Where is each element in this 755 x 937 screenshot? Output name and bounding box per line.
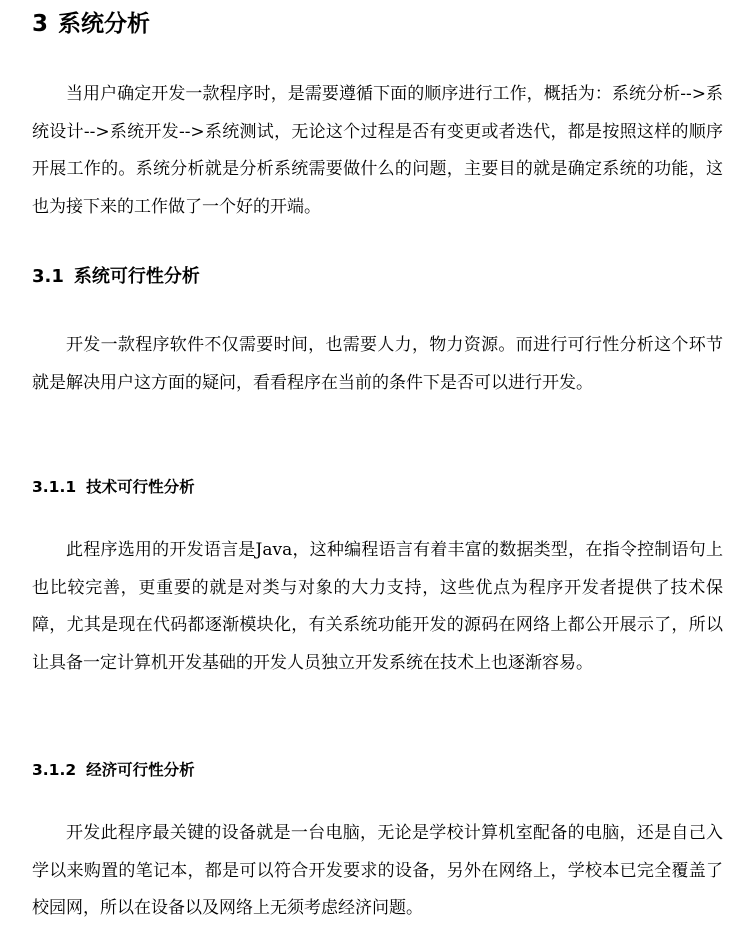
section-number: 3: [32, 11, 49, 37]
tech-paragraph: 此程序选用的开发语言是Java，这种编程语言有着丰富的数据类型，在指令控制语句上也比较完善，更重要的就是对类与对象的大力支持，这些优点为程序开发者提供了技术保障，尤其是现在代码都逐渐模块化，有关系统功能开发的源码在网络上都公开展示了，所以让具备一定计算机开发基础的开发人员独立开发系统在技术上也逐渐容易。: [32, 540, 723, 673]
econ-paragraph: 开发此程序最关键的设备就是一台电脑，无论是学校计算机室配备的电脑，还是自己入学以来购置的笔记本，都是可以符合开发要求的设备，另外在网络上，学校本已完全覆盖了校园网，所以在设备以及网络上无须考虑经济问题。: [32, 823, 723, 918]
feasibility-paragraph: 开发一款程序软件不仅需要时间，也需要人力，物力资源。而进行可行性分析这个环节就是解决用户这方面的疑问，看看程序在当前的条件下是否可以进行开发。: [32, 335, 723, 393]
econ-title: 经济可行性分析: [86, 761, 195, 779]
tech-heading: [32, 474, 195, 500]
econ-heading: [32, 757, 195, 783]
subsection-number: 3.1: [32, 266, 64, 287]
tech-title: 技术可行性分析: [86, 478, 195, 496]
subsection-heading: [32, 262, 200, 292]
econ-number: 3.1.2: [32, 761, 77, 779]
subsection-title: 系统可行性分析: [73, 266, 200, 287]
intro-paragraph: 当用户确定开发一款程序时，是需要遵循下面的顺序进行工作，概括为：系统分析-->系统设计-->系统开发-->系统测试，无论这个过程是否有变更或者迭代，都是按照这样的顺序开展工作的。系统分析就是分析系统需要做什么的问题，主要目的就是确定系统的功能，这也为接下来的工作做了一个好的开端。: [32, 84, 723, 217]
section-heading: [32, 6, 150, 42]
section-title: 系统分析: [58, 11, 151, 37]
tech-number: 3.1.1: [32, 478, 77, 496]
